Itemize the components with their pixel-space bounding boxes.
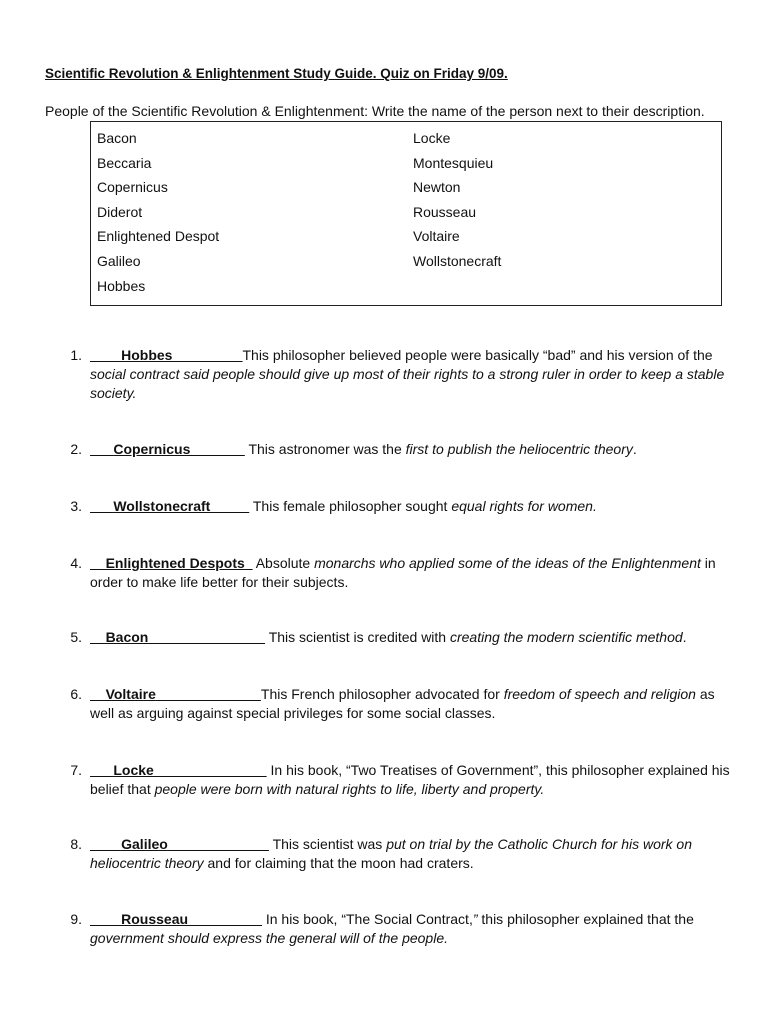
description-text: In his book, “Two Treatises of Government”, this philosopher explained his belief that: [90, 762, 730, 797]
answer-blank: [90, 686, 261, 702]
description-text: as well as arguing against special privileges for some social classes.: [90, 686, 715, 721]
word-bank: [90, 121, 722, 306]
question-number: 3.: [70, 498, 82, 514]
answer-blank: [90, 555, 253, 571]
answer-blank: [90, 441, 245, 457]
answer-text: Locke: [113, 762, 154, 778]
question-text: [90, 910, 730, 948]
description-text: .: [632, 441, 637, 457]
description-text: This astronomer was the: [244, 441, 406, 457]
question-text: [90, 497, 730, 516]
answer-text: Galileo: [121, 836, 168, 852]
description-emphasis: equal rights for women.: [451, 498, 597, 514]
description-emphasis: ”: [472, 911, 478, 927]
word-bank-item: Wollstonecraft: [413, 252, 502, 269]
answer-text: Enlightened Despots: [105, 555, 245, 571]
word-bank-item: Rousseau: [413, 203, 477, 220]
description-text: .: [682, 629, 687, 645]
word-bank-item: Enlightened Despot: [97, 228, 220, 245]
question-text: [90, 685, 730, 723]
question-number: 9.: [70, 911, 82, 927]
word-bank-item: Galileo: [97, 252, 141, 269]
description-text: in order to make life better for their subjects.: [90, 555, 716, 590]
page-title: Scientific Revolution & Enlightenment Study Guide. Quiz on Friday 9/09.: [45, 66, 508, 81]
word-bank-item: Locke: [413, 130, 451, 146]
description-emphasis: monarchs who applied some of the ideas of the Enlightenment: [314, 555, 701, 571]
word-bank-item: Copernicus: [97, 179, 168, 196]
question-number: 2.: [70, 441, 82, 457]
description-text: Absolute: [252, 555, 315, 571]
word-bank-item: Bacon: [97, 130, 137, 146]
answer-blank: [90, 498, 249, 514]
description-text: this philosopher explained that the: [477, 911, 694, 927]
question-number: 5.: [70, 629, 82, 645]
answer-text: Bacon: [105, 629, 149, 645]
question-number: 7.: [70, 762, 82, 778]
word-bank-left-column: [97, 129, 219, 301]
word-bank-item: Voltaire: [413, 228, 460, 245]
question-text: [90, 761, 730, 799]
description-emphasis: government should express the general will of the people.: [90, 930, 448, 946]
answer-text: Hobbes: [121, 347, 173, 363]
answer-blank: [90, 762, 267, 778]
description-text: This female philosopher sought: [249, 498, 452, 514]
word-bank-item: Diderot: [97, 203, 143, 220]
description-emphasis: freedom of speech and religion: [503, 686, 696, 702]
question-text: [90, 835, 730, 873]
question-text: [90, 440, 730, 459]
description-emphasis: creating the modern scientific method: [449, 629, 683, 645]
answer-text: Voltaire: [105, 686, 156, 702]
question-number: 4.: [70, 555, 82, 571]
instructions: People of the Scientific Revolution & Enlightenment: Write the name of the person next to their description.: [45, 103, 705, 119]
word-bank-item: Montesquieu: [413, 154, 494, 171]
answer-text: Copernicus: [113, 441, 191, 457]
description-text: This scientist is credited with: [265, 629, 450, 645]
answer-text: Rousseau: [121, 911, 189, 927]
description-emphasis: put on trial by the Catholic Church for his work on heliocentric theory: [90, 836, 692, 871]
question-text: [90, 554, 730, 592]
description-emphasis: social contract said people should give up most of their rights to a strong ruler in order to keep a stable society.: [90, 366, 725, 401]
description-text: In his book, “The Social Contract,: [261, 911, 473, 927]
word-bank-item: Beccaria: [97, 154, 152, 171]
question-number: 6.: [70, 686, 82, 702]
answer-text: Wollstonecraft: [113, 498, 211, 514]
description-text: This French philosopher advocated for: [260, 686, 504, 702]
description-text: and for claiming that the moon had craters.: [203, 855, 474, 871]
description-emphasis: people were born with natural rights to life, liberty and property.: [154, 781, 545, 797]
word-bank-item: Hobbes: [97, 277, 146, 294]
question-text: [90, 346, 730, 403]
question-number: 1.: [70, 347, 82, 363]
question-text: [90, 628, 730, 647]
answer-blank: [90, 836, 269, 852]
answer-blank: [90, 347, 242, 363]
word-bank-right-column: [413, 129, 501, 277]
description-emphasis: first to publish the heliocentric theory: [405, 441, 633, 457]
answer-blank: [90, 629, 265, 645]
word-bank-item: Newton: [413, 179, 461, 196]
description-text: This scientist was: [268, 836, 387, 852]
description-text: This philosopher believed people were basically “bad” and his version of the: [242, 347, 713, 363]
question-number: 8.: [70, 836, 82, 852]
answer-blank: [90, 911, 262, 927]
